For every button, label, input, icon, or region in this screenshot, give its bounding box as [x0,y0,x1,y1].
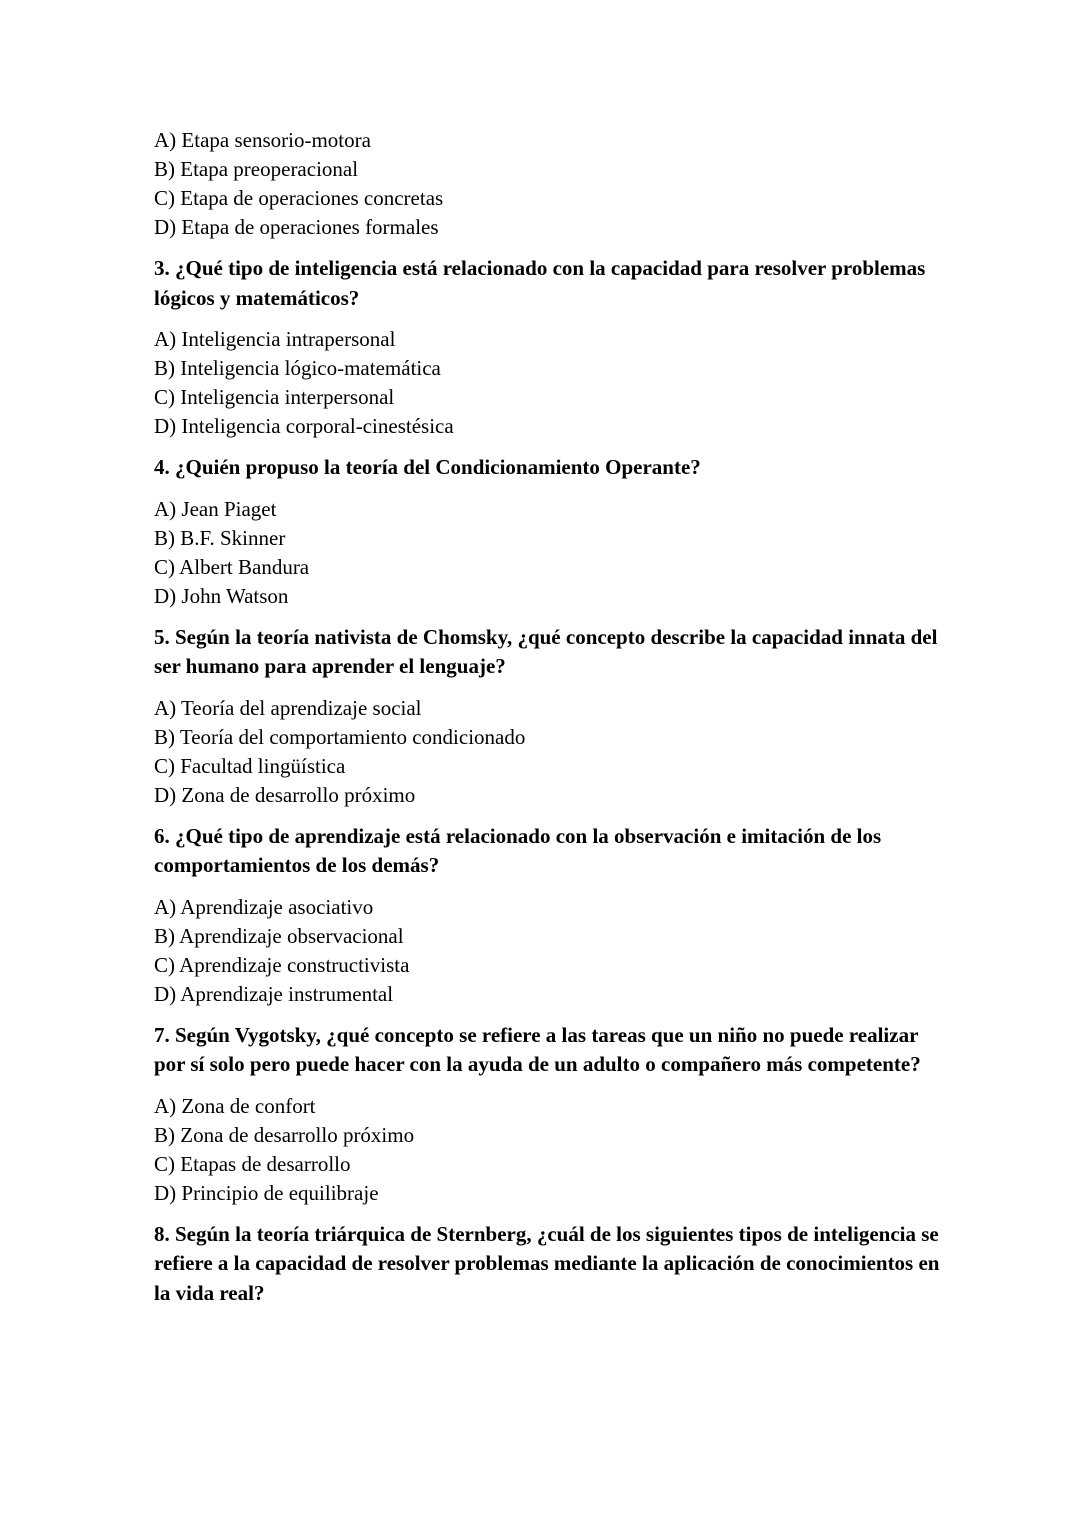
option-b: B) Etapa preoperacional [154,157,359,181]
option-b: B) Zona de desarrollo próximo [154,1122,415,1147]
question-text: 7. Según Vygotsky, ¿qué concepto se refiere a las tareas que un niño no puede realizar por sí solo pero puede hacer con la ayuda de un adulto o compañero más competente? [154,1022,921,1076]
question-2-options [154,126,944,242]
option-a: A) Aprendizaje asociativo [154,894,374,919]
option-b: B) B.F. Skinner [154,525,286,550]
question-text: 3. ¿Qué tipo de inteligencia está relacionado con la capacidad para resolver problemas lógicos y matemáticos? [154,256,926,310]
option-b: B) Teoría del comportamiento condicionado [154,724,526,749]
option-a: A) Jean Piaget [154,496,277,521]
option-d: D) Inteligencia corporal-cinestésica [154,414,454,438]
option-d: D) Etapa de operaciones formales [154,215,439,239]
question-options [154,893,944,1009]
option-d: D) Aprendizaje instrumental [154,981,394,1006]
option-c: C) Aprendizaje constructivista [154,952,410,977]
option-a: A) Etapa sensorio-motora [154,128,371,152]
question-options [154,694,944,810]
option-a: A) Zona de confort [154,1093,316,1118]
option-c: C) Etapas de desarrollo [154,1151,351,1176]
question-text: 6. ¿Qué tipo de aprendizaje está relacionado con la observación e imitación de los comportamientos de los demás? [154,823,882,877]
question-8 [154,1220,944,1309]
option-d: D) Principio de equilibraje [154,1180,379,1205]
question-6 [154,822,944,1009]
question-options [154,495,944,611]
option-a: A) Inteligencia intrapersonal [154,327,396,351]
option-d: D) Zona de desarrollo próximo [154,782,416,807]
question-options [154,1092,944,1208]
question-4 [154,453,944,611]
question-options [154,325,944,441]
option-c: C) Facultad lingüística [154,753,346,778]
question-3 [154,254,944,441]
option-b: B) Aprendizaje observacional [154,923,404,948]
option-c: C) Etapa de operaciones concretas [154,186,444,210]
question-7 [154,1021,944,1208]
option-c: C) Inteligencia interpersonal [154,385,395,409]
option-b: B) Inteligencia lógico-matemática [154,356,441,380]
question-text: 5. Según la teoría nativista de Chomsky, ¿qué concepto describe la capacidad innata del ser humano para aprender el lenguaje? [154,624,938,678]
option-d: D) John Watson [154,583,289,608]
question-5 [154,623,944,810]
question-text: 4. ¿Quién propuso la teoría del Condicionamiento Operante? [154,455,701,479]
option-a: A) Teoría del aprendizaje social [154,695,422,720]
question-text: 8. Según la teoría triárquica de Sternberg, ¿cuál de los siguientes tipos de inteligencia se refiere a la capacidad de resolver problemas mediante la aplicación de conocimientos en la vida real? [154,1221,940,1305]
option-c: C) Albert Bandura [154,554,310,579]
document-page [154,126,944,1320]
